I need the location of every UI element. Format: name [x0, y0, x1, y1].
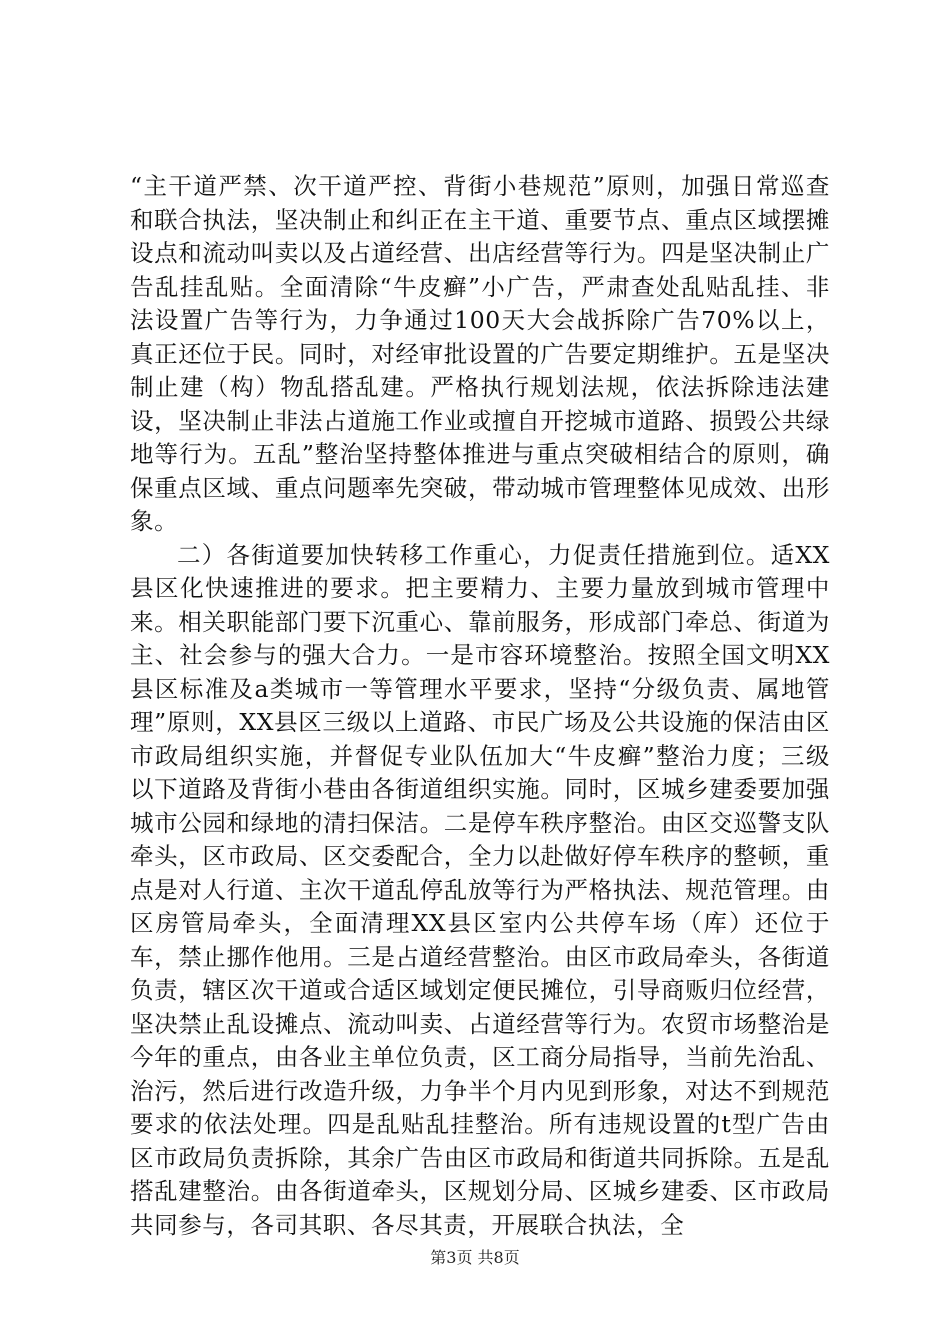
paragraph-1: “主干道严禁、次干道严控、背街小巷规范”原则，加强日常巡查和联合执法，坚决制止和纠正在主干道、重要节点、重点区域摆摊设点和流动叫卖以及占道经营、出店经营等行为。四是坚决制止广告乱挂乱贴。全面清除“牛皮癣”小广告，严肃查处乱贴乱挂、非法设置广告等行为，力争通过100天大会战拆除广告70%以上，真正还位于民。同时，对经审批设置的广告要定期维护。五是坚决制止建（构）物乱搭乱建。严格执行规划法规，依法拆除违法建设，坚决制止非法占道施工作业或擅自开挖城市道路、损毁公共绿地等行为。五乱”整治坚持整体推进与重点突破相结合的原则，确保重点区域、重点问题率先突破，带动城市管理整体见成效、出形象。 — [130, 172, 830, 535]
document-body — [130, 170, 830, 1242]
paragraph-2: 二）各街道要加快转移工作重心，力促责任措施到位。适XX县区化快速推进的要求。把主要精力、主要力量放到城市管理中来。相关职能部门要下沉重心、靠前服务，形成部门牵总、街道为主、社会参与的强大合力。一是市容环境整治。按照全国文明XX县区标准及a类城市一等管理水平要求，坚持“分级负责、属地管理”原则，XX县区三级以上道路、市民广场及公共设施的保洁由区市政局组织实施，并督促专业队伍加大“牛皮癣”整治力度；三级以下道路及背街小巷由各街道组织实施。同时，区城乡建委要加强城市公园和绿地的清扫保洁。二是停车秩序整治。由区交巡警支队牵头，区市政局、区交委配合，全力以赴做好停车秩序的整顿，重点是对人行道、主次干道乱停乱放等行为严格执法、规范管理。由区房管局牵头，全面清理XX县区室内公共停车场（库）还位于车，禁止挪作他用。三是占道经营整治。由区市政局牵头，各街道负责，辖区次干道或合适区域划定便民摊位，引导商贩归位经营，坚决禁止乱设摊点、流动叫卖、占道经营等行为。农贸市场整治是今年的重点，由各业主单位负责，区工商分局指导，当前先治乱、治污，然后进行改造升级，力争半个月内见到形象，对达不到规范要求的依法处理。四是乱贴乱挂整治。所有违规设置的t型广告由区市政局负责拆除，其余广告由区市政局和街道共同拆除。五是乱搭乱建整治。由各街道牵头，区规划分局、区城乡建委、区市政局共同参与，各司其职、各尽其责，开展联合执法，全 — [130, 540, 830, 1239]
page-footer: 第3页 共8页 — [430, 1248, 520, 1267]
